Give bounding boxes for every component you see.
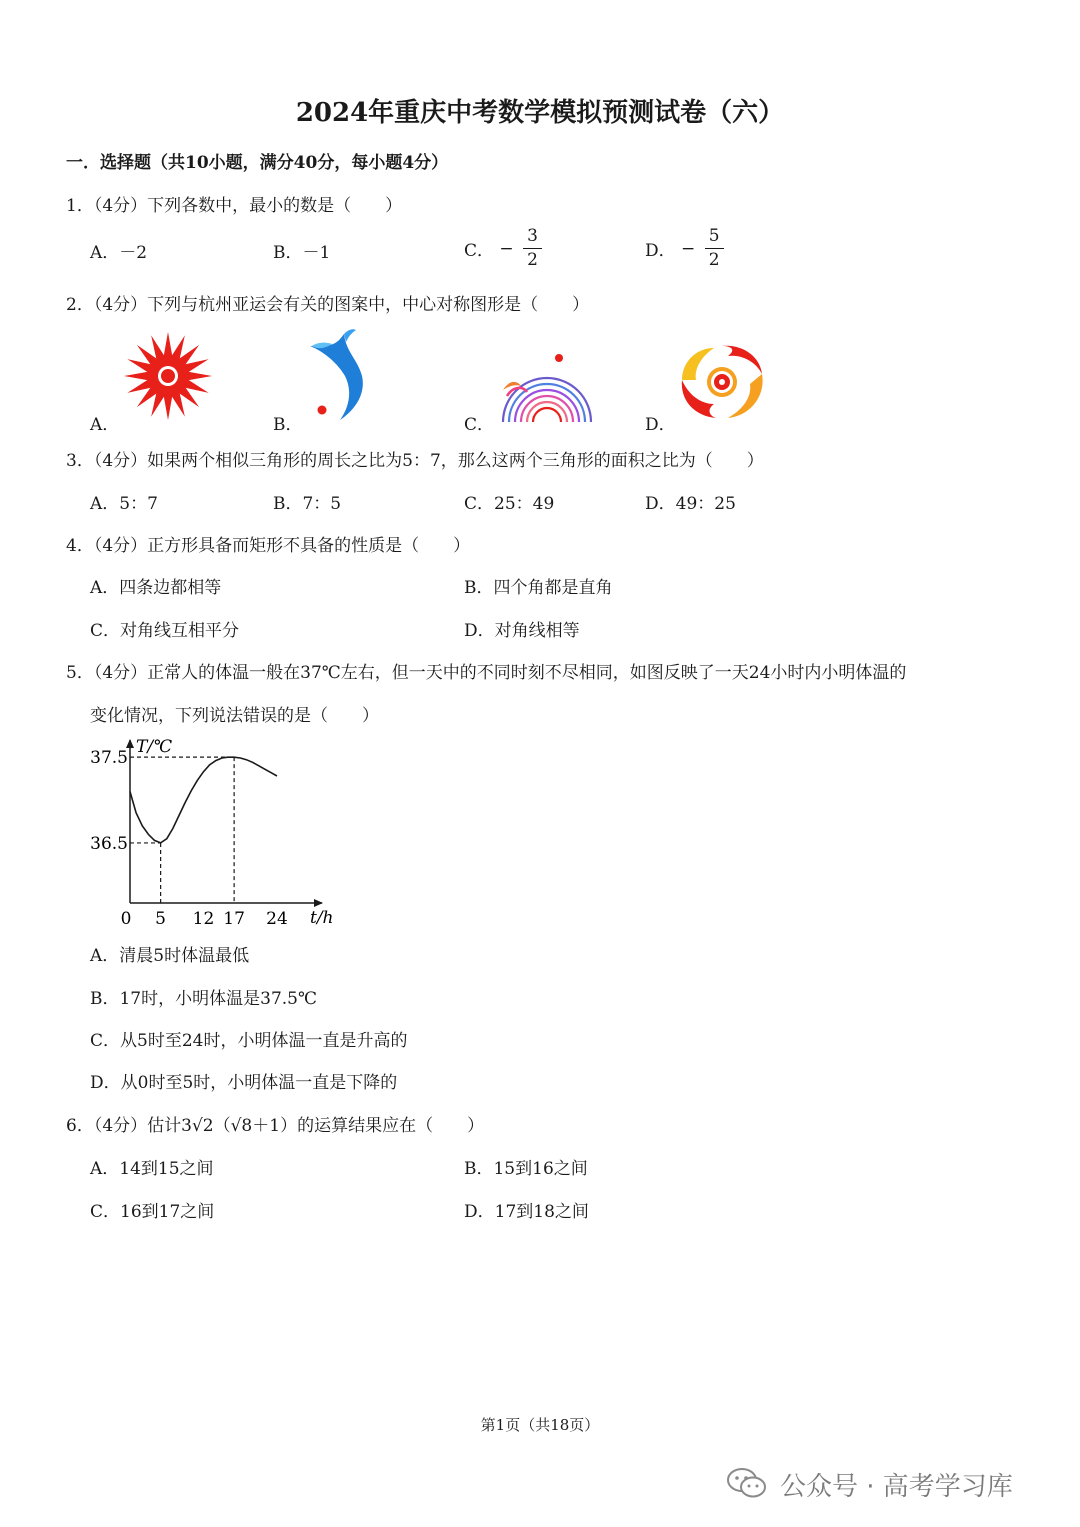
q1-option-d-label: D． xyxy=(645,241,676,261)
q2-option-d: D． xyxy=(645,415,676,435)
q4-stem: 4．（4分）正方形具备而矩形不具备的性质是（ ） xyxy=(66,536,471,556)
q6-option-a: A．14到15之间 xyxy=(90,1159,214,1179)
chart-x-tick-12: 12 xyxy=(192,909,215,929)
q1-option-c-label: C． xyxy=(464,241,495,261)
chart-x-tick-5: 5 xyxy=(155,909,167,929)
chart-x-label: t/h xyxy=(310,908,334,928)
q6-option-b: B．15到16之间 xyxy=(464,1159,588,1179)
section-heading: 一．选择题（共10小题，满分40分，每小题4分） xyxy=(66,153,449,173)
q2-option-c: C． xyxy=(464,415,495,435)
q1-option-c xyxy=(464,228,542,269)
q6-stem-prefix: 6．（4分）估计 xyxy=(66,1116,182,1136)
q5-option-a: A．清晨5时体温最低 xyxy=(90,946,250,966)
chart-x-tick-0: 0 xyxy=(120,909,132,929)
q1-option-d-numerator: 5 xyxy=(705,228,724,249)
q1-option-b: B．－1 xyxy=(273,243,331,263)
q1-option-c-denominator: 2 xyxy=(527,250,538,270)
q1-option-c-minus: − xyxy=(499,238,514,259)
chart-y-label: T/℃ xyxy=(136,737,173,757)
page-footer: 第1页（共18页） xyxy=(480,1416,600,1434)
q3-option-d: D．49：25 xyxy=(645,494,736,514)
q4-option-c: C．对角线互相平分 xyxy=(90,621,240,641)
q6-stem xyxy=(66,1111,484,1136)
q5-option-b: B．17时，小明体温是37.5℃ xyxy=(90,989,317,1009)
q6-option-d: D．17到18之间 xyxy=(464,1202,589,1222)
chart-y-tick-37-5: 37.5 xyxy=(90,748,128,769)
q1-option-d-minus: − xyxy=(681,238,696,259)
chart-x-ticks xyxy=(121,909,288,929)
q2-dolphin-emblem-icon xyxy=(300,328,375,423)
q3-option-c: C．25：49 xyxy=(464,494,555,514)
q2-sun-emblem-icon xyxy=(122,330,214,422)
q1-option-a: A．－2 xyxy=(90,243,148,263)
page-title: 2024年重庆中考数学模拟预测试卷（六） xyxy=(295,98,785,128)
chart-x-tick-24: 24 xyxy=(266,909,288,929)
watermark: 公众号 · 高考学习库 xyxy=(780,1472,1013,1502)
q1-option-d xyxy=(645,228,724,269)
wechat-icon xyxy=(726,1466,768,1500)
q4-option-a: A．四条边都相等 xyxy=(90,578,222,598)
q2-stem: 2．（4分）下列与杭州亚运会有关的图案中，中心对称图形是（ ） xyxy=(66,295,590,315)
q3-option-b: B．7：5 xyxy=(273,494,342,514)
q3-stem: 3．（4分）如果两个相似三角形的周长之比为5：7，那么这两个三角形的面积之比为（ ） xyxy=(66,451,764,471)
q5-option-d: D．从0时至5时，小明体温一直是下降的 xyxy=(90,1073,398,1093)
chart-y-tick-36-5: 36.5 xyxy=(90,833,128,854)
q5-temperature-chart xyxy=(80,730,360,935)
q4-option-b: B．四个角都是直角 xyxy=(464,578,613,598)
q5-stem-line1: 5．（4分）正常人的体温一般在37℃左右，但一天中的不同时刻不尽相同，如图反映了一天24小时内小明体温的 xyxy=(66,663,907,683)
q6-stem-suffix: 的运算结果应在（ ） xyxy=(297,1116,485,1136)
q2-swirl-emblem-icon xyxy=(676,340,768,422)
q1-stem: 1．（4分）下列各数中，最小的数是（ ） xyxy=(66,196,403,216)
q5-stem-line2: 变化情况，下列说法错误的是（ ） xyxy=(90,706,379,726)
q1-option-c-fraction xyxy=(523,228,542,269)
chart-y-ticks xyxy=(90,748,128,854)
q1-option-d-denominator: 2 xyxy=(708,250,720,270)
q2-rainbow-emblem-icon xyxy=(495,350,600,425)
q6-expression: 3√2（√8＋1） xyxy=(181,1116,298,1136)
chart-x-tick-17: 17 xyxy=(223,909,245,929)
q1-option-c-numerator: 3 xyxy=(523,228,542,249)
chart-series-line xyxy=(130,757,277,843)
q6-option-c: C．16到17之间 xyxy=(90,1202,215,1222)
q4-option-d: D．对角线相等 xyxy=(464,621,580,641)
q5-option-c: C．从5时至24时，小明体温一直是升高的 xyxy=(90,1031,408,1051)
q2-option-a: A． xyxy=(90,415,120,435)
q1-option-d-fraction xyxy=(705,228,724,269)
q2-option-b: B． xyxy=(273,415,303,435)
q3-option-a: A．5：7 xyxy=(90,494,158,514)
